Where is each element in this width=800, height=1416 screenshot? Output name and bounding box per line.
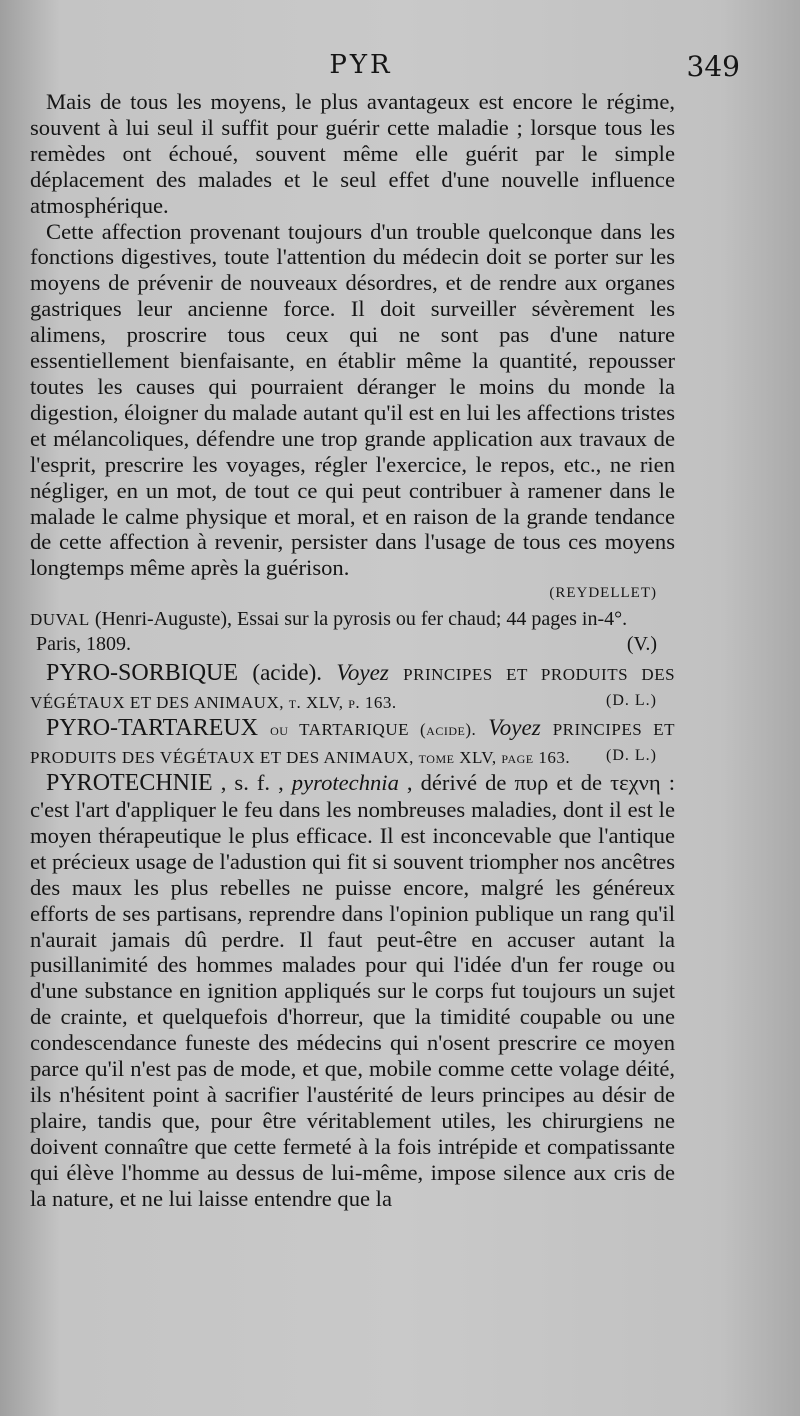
entry-pyro-tartareux: [30, 715, 675, 770]
entry-pyrotechnie: [30, 770, 675, 1211]
body-text: [30, 89, 675, 1212]
entry-gram: (acide).: [252, 660, 323, 686]
entry-pyro-sorbique: [30, 660, 675, 715]
entry-voyez: Voyez: [488, 715, 541, 741]
entry-crossref: PRINCIPES ET PRODUITS DES VÉGÉTAUX ET DES ANIMAUX, t. XLV, p. 163.: [30, 665, 676, 712]
entry-headword: PYRO-TARTAREUX: [46, 715, 259, 742]
entry-text: , dérivé de πυρ et de τεχνη : c'est l'art d'appliquer le feu dans les nombreuses maladies, dont il est le moyen thérapeutique le plus efficace. Il est inconcevable que l'antique et précieux usage de l'adustion qui fit si souvent triompher nos ancêtres des maux les plus rebelles ne puisse encore, malgré les généreux efforts de ses partisans, reprendre dans l'opinion publique un rang qu'il n'aurait jamais dû perdre. Il faut peut-être en accuser autant la pusillanimité des hommes malades pour qui l'idée d'un fer rouge ou d'une substance en ignition appliqués sur le corps fut toujours un sujet de crainte, et quelquefois d'horreur, que la timidité coupable ou une condescendance funeste des médecins qui n'osent prescrire ce moyen parce qu'il n'est pas de mode, et que, mobile comme cette volage déité, ils n'hésitent point à sacrifier l'austérité de leurs principes au désir de plaire, tandis que, pour être véritablement utiles, les chirurgiens ne doivent connaître que cette fermeté à la fois intrépide et compatissante qui élève l'homme au dessus de lui-même, impose silence aux cris de la nature, et ne lui laisse entendre que la: [30, 770, 676, 1211]
entry-gram: , s. f. ,: [220, 770, 284, 796]
entry-tag: (D. L.): [606, 746, 657, 764]
page-number: 349: [686, 50, 740, 83]
reference-tag: (V.): [626, 633, 657, 656]
entry-latin: pyrotechnia: [291, 770, 399, 796]
author-signature: (REYDELLET): [549, 585, 657, 602]
entry-gram: ou TARTARIQUE (acide).: [270, 720, 477, 740]
reference-footer: [30, 632, 675, 656]
reference-place-date: Paris, 1809.: [36, 633, 131, 656]
entry-tag: (D. L.): [606, 691, 657, 709]
entry-voyez: Voyez: [336, 660, 389, 686]
entry-crossref: PRINCIPES ET PRODUITS DES VÉGÉTAUX ET DES ANIMAUX, tome XLV, page 163.: [30, 720, 676, 767]
paragraph-2: Cette affection provenant toujours d'un trouble quelconque dans les fonctions digestives, toute l'attention du médecin doit se porter sur les moyens de prévenir de nouveaux désordres, et de rendre aux organes gastriques leur ancienne force. Il doit surveiller sévèrement les alimens, proscrire tous ceux qui ne sont pas d'une nature essentiellement bienfaisante, en établir même la quantité, repousser toutes les causes qui pourraient déranger le moins du monde la digestion, éloigner du malade autant qu'il est en lui les affections tristes et mélancoliques, défendre une trop grande application aux travaux de l'esprit, prescrire les voyages, régler l'exercice, le repos, etc., ne rien négliger, en un mot, de tout ce qui peut contribuer à ramener dans le malade le calme physique et moral, et en raison de la grande tendance de cette affection à revenir, persister dans l'usage de tous ces moyens longtemps même après la guérison.: [30, 218, 675, 581]
entry-headword: PYROTECHNIE: [46, 770, 213, 797]
bibliographic-reference: [30, 607, 675, 632]
running-head: PYR: [329, 50, 393, 80]
reference-author: DUVAL: [30, 610, 90, 630]
reference-text: (Henri-Auguste), Essai sur la pyrosis ou fer chaud; 44 pages in-4°.: [94, 608, 628, 631]
page-header: [32, 50, 740, 90]
entry-headword: PYRO-SORBIQUE: [46, 660, 239, 687]
paragraph-1: Mais de tous les moyens, le plus avantageux est encore le régime, souvent à lui seul il suffit pour guérir cette maladie ; lorsque tous les remèdes ont échoué, souvent même elle guérit par le simple déplacement des malades et le seul effet d'une nouvelle influence atmosphérique.: [30, 89, 675, 218]
